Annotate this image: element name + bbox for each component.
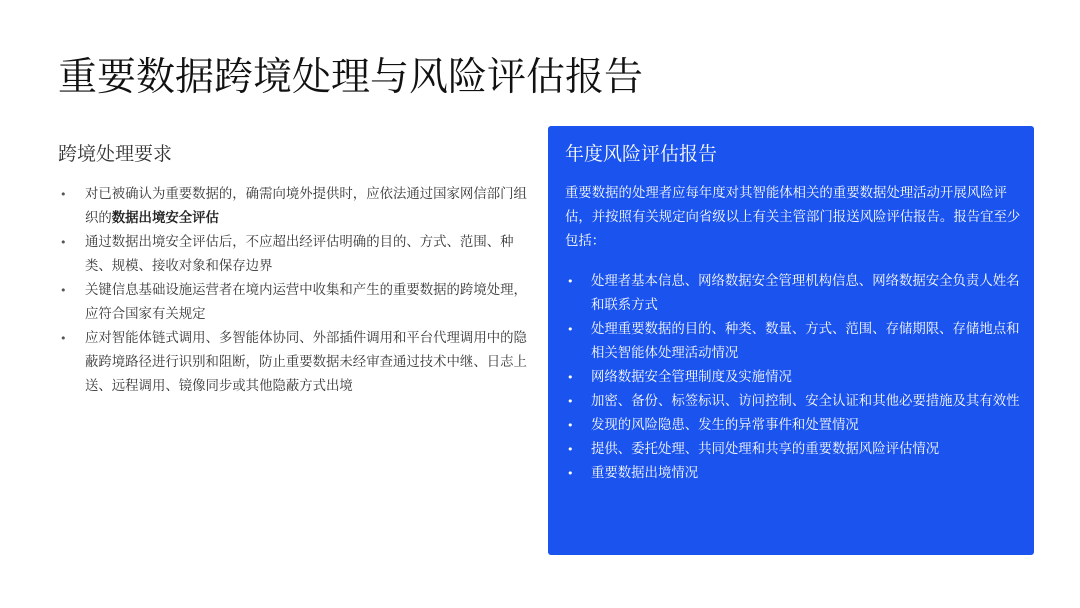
bullet-icon: • <box>567 443 574 456</box>
left-list-item <box>58 279 528 327</box>
bullet-icon: • <box>60 332 67 345</box>
annual-risk-report-panel <box>548 126 1034 555</box>
list-item-text: 网络数据安全管理制度及实施情况 <box>591 370 792 385</box>
bullet-icon: • <box>567 275 574 288</box>
left-section-heading: 跨境处理要求 <box>58 143 173 165</box>
list-item-text: 通过数据出境安全评估后，不应超出经评估明确的目的、方式、范围、种类、规模、接收对象和保存边界 <box>85 235 514 274</box>
bullet-icon: • <box>567 371 574 384</box>
list-item-text: 应对智能体链式调用、多智能体协同、外部插件调用和平台代理调用中的隐蔽跨境路径进行识别和阻断，防止重要数据未经审查通过技术中继、日志上送、远程调用、镜像同步或其他隐蔽方式出境 <box>85 331 527 394</box>
panel-title: 年度风险评估报告 <box>565 143 718 165</box>
bullet-icon: • <box>567 419 574 432</box>
list-item-text: 加密、备份、标签标识、访问控制、安全认证和其他必要措施及其有效性 <box>591 394 1020 409</box>
list-item-text: 发现的风险隐患、发生的异常事件和处置情况 <box>591 418 859 433</box>
bullet-icon: • <box>567 467 574 480</box>
list-item-text: 提供、委托处理、共同处理和共享的重要数据风险评估情况 <box>591 442 940 457</box>
panel-list-item <box>565 414 1025 438</box>
panel-list-item <box>565 270 1025 318</box>
list-item-text: 重要数据出境情况 <box>591 466 699 481</box>
panel-list-item <box>565 318 1025 366</box>
bullet-icon: • <box>567 395 574 408</box>
list-item-text: 关键信息基础设施运营者在境内运营中收集和产生的重要数据的跨境处理，应符合国家有关规定 <box>85 283 527 322</box>
bullet-icon: • <box>567 323 574 336</box>
bullet-icon: • <box>60 236 67 249</box>
panel-list-item <box>565 366 1025 390</box>
panel-list-item <box>565 462 1025 486</box>
bullet-icon: • <box>60 284 67 297</box>
left-list-item <box>58 327 528 399</box>
list-item-text: 处理重要数据的目的、种类、数量、方式、范围、存储期限、存储地点和相关智能体处理活动情况 <box>591 322 1020 361</box>
page-title: 重要数据跨境处理与风险评估报告 <box>58 55 644 100</box>
panel-list-item <box>565 390 1025 414</box>
list-item-text: 对已被确认为重要数据的，确需向境外提供时，应依法通过国家网信部门组织的 <box>85 187 527 226</box>
left-list-item <box>58 231 528 279</box>
panel-list-item <box>565 438 1025 462</box>
bullet-icon: • <box>60 188 67 201</box>
left-list-item <box>58 183 528 231</box>
list-item-bold-text: 数据出境安全评估 <box>111 211 219 226</box>
panel-intro: 重要数据的处理者应每年度对其智能体相关的重要数据处理活动开展风险评估，并按照有关规定向省级以上有关主管部门报送风险评估报告。报告宜至少包括： <box>565 186 1021 249</box>
list-item-text: 处理者基本信息、网络数据安全管理机构信息、网络数据安全负责人姓名和联系方式 <box>591 274 1020 313</box>
left-bullet-list <box>58 183 528 399</box>
panel-bullet-list <box>565 270 1025 486</box>
